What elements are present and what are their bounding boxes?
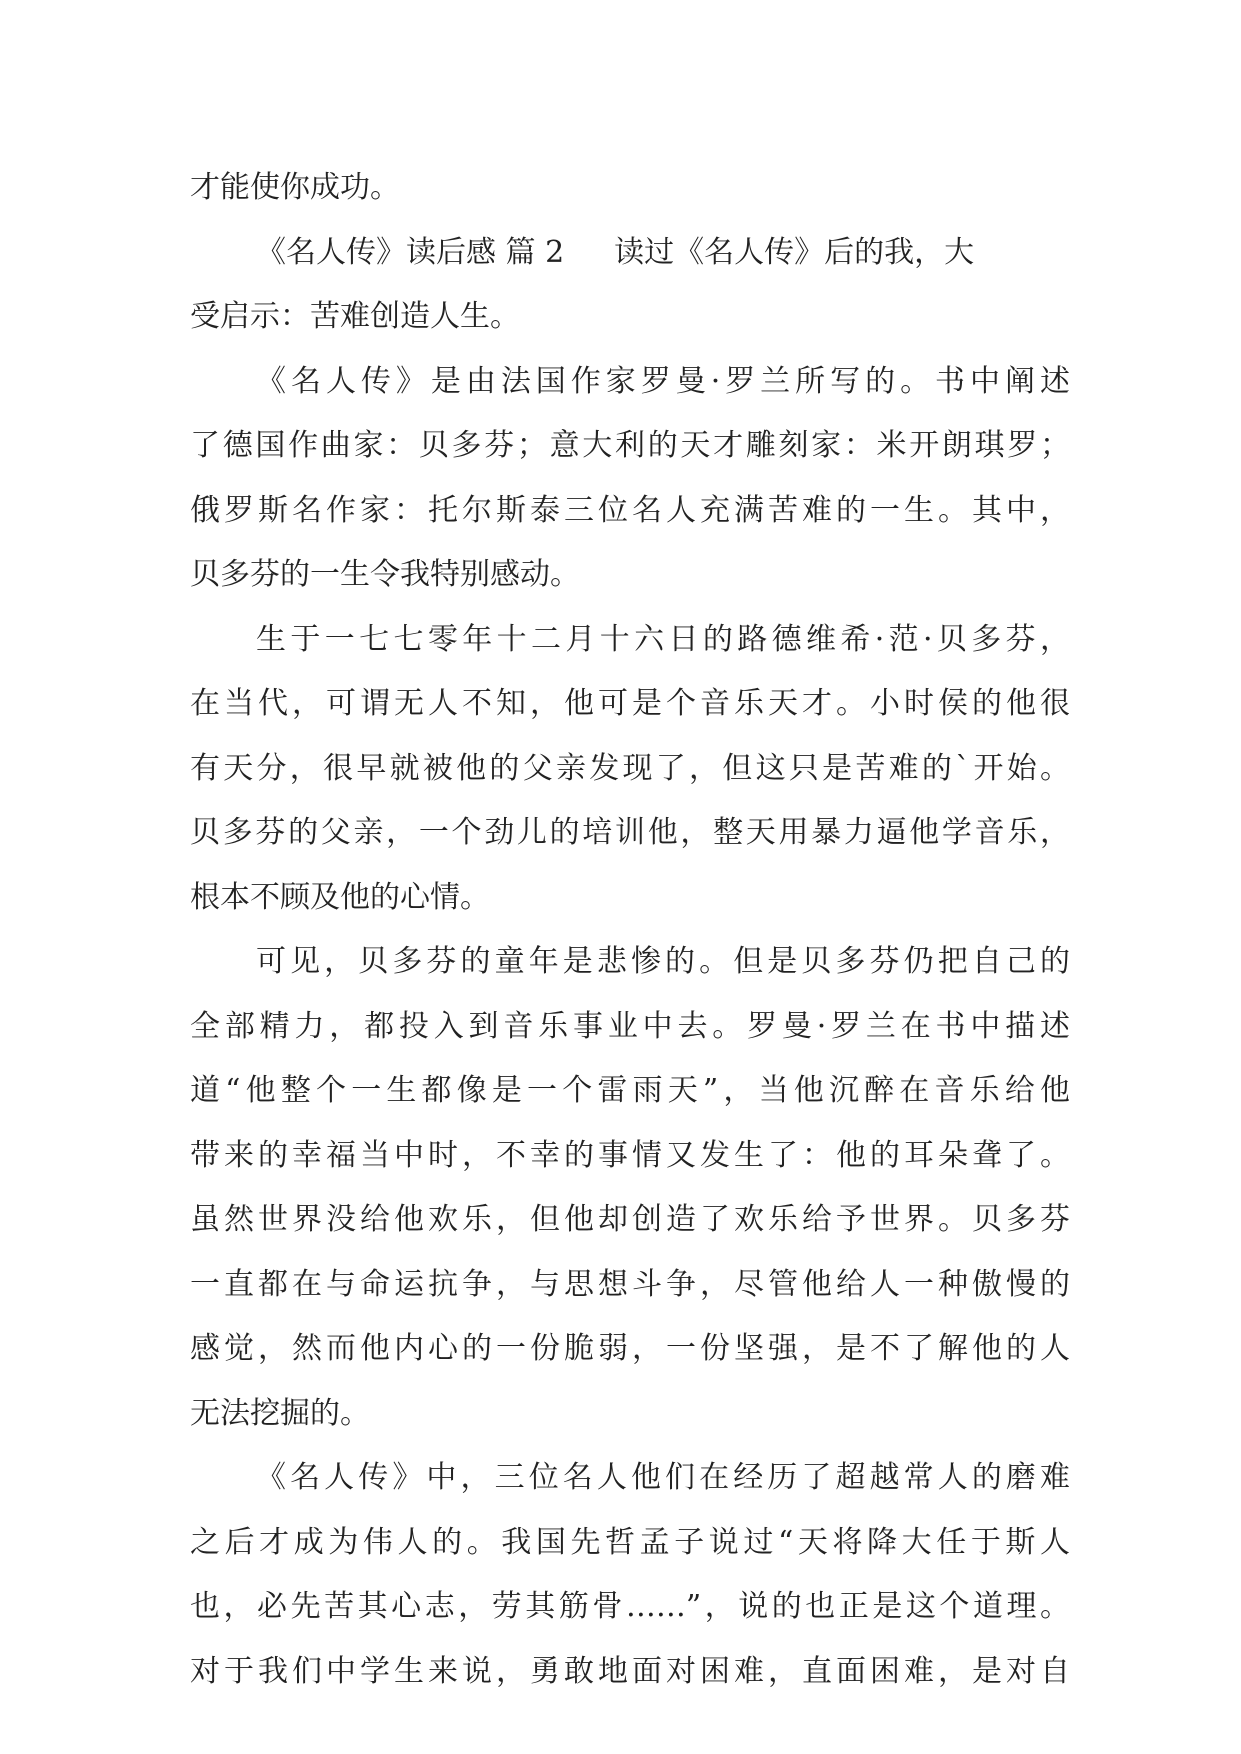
text-line: 了德国作曲家：贝多芬；意大利的天才雕刻家：米开朗琪罗； xyxy=(190,428,1070,463)
text-line: 根本不顾及他的心情。 xyxy=(190,879,490,915)
text-line: 可见，贝多芬的童年是悲惨的。但是贝多芬仍把自己的 xyxy=(256,944,1070,979)
text-line: 感觉，然而他内心的一份脆弱，一份坚强，是不了解他的人 xyxy=(190,1331,1070,1366)
text-line: 也，必先苦其心志，劳其筋骨……”，说的也正是这个道理。 xyxy=(190,1589,1070,1624)
heading-line xyxy=(190,221,1070,286)
text-line: 才能使你成功。 xyxy=(190,170,400,205)
text-line: 在当代，可谓无人不知，他可是个音乐天才。小时侯的他很 xyxy=(190,686,1070,721)
text-line: 《名人传》中，三位名人他们在经历了超越常人的磨难 xyxy=(256,1460,1070,1495)
text-line: 带来的幸福当中时，不幸的事情又发生了：他的耳朵聋了。 xyxy=(190,1137,1070,1173)
text-line: 之后才成为伟人的。我国先哲孟子说过“天将降大任于斯人 xyxy=(190,1524,1070,1560)
text-line: 受启示：苦难创造人生。 xyxy=(190,299,520,334)
text-line: 《名人传》是由法国作家罗曼·罗兰所写的。书中阐述 xyxy=(256,363,1070,399)
body-text xyxy=(190,156,1070,1704)
text-line: 一直都在与命运抗争，与思想斗争，尽管他给人一种傲慢的 xyxy=(190,1266,1070,1302)
text-line: 道“他整个一生都像是一个雷雨天”，当他沉醉在音乐给他 xyxy=(190,1073,1070,1108)
text-line: 虽然世界没给他欢乐，但他却创造了欢乐给予世界。贝多芬 xyxy=(190,1202,1070,1237)
text-line: 全部精力，都投入到音乐事业中去。罗曼·罗兰在书中描述 xyxy=(190,1008,1070,1044)
essay-heading: 《名人传》读后感 篇 2 xyxy=(256,234,565,270)
text-line: 生于一七七零年十二月十六日的路德维希·范·贝多芬， xyxy=(256,621,1070,657)
text-line: 俄罗斯名作家：托尔斯泰三位名人充满苦难的一生。其中， xyxy=(190,492,1070,528)
text-line: 贝多芬的一生令我特别感动。 xyxy=(190,557,580,592)
text-line: 贝多芬的父亲，一个劲儿的培训他，整天用暴力逼他学音乐， xyxy=(190,815,1070,850)
text-line: 有天分，很早就被他的父亲发现了，但这只是苦难的`开始。 xyxy=(190,750,1070,786)
text-line: 读过《名人传》后的我，大 xyxy=(614,234,975,270)
text-line: 无法挖掘的。 xyxy=(190,1395,370,1431)
text-line: 对于我们中学生来说，勇敢地面对困难，直面困难，是对自 xyxy=(190,1653,1070,1689)
